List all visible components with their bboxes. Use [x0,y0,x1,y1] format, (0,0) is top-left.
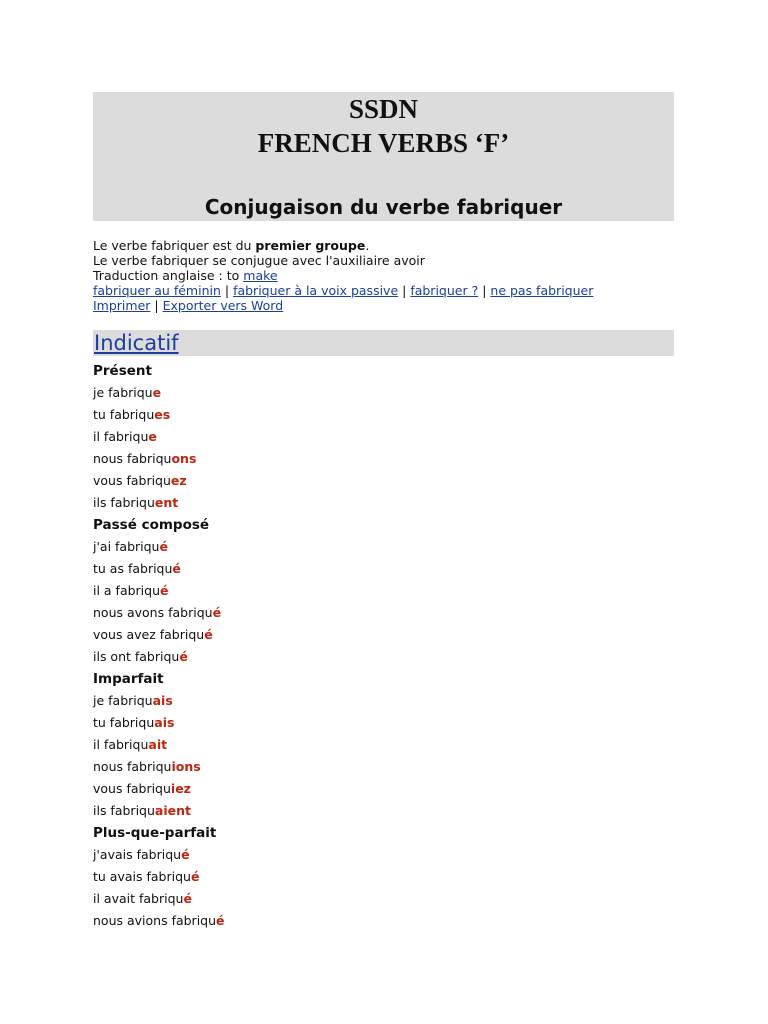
conjugation-form [93,426,225,448]
conjugation-form [93,690,225,712]
header-box [93,92,674,221]
tenses-list [93,360,225,932]
links-line-1 [93,283,593,298]
form-ending: é [160,583,169,598]
page-title: Conjugaison du verbe fabriquer [204,195,563,219]
form-stem: j'ai fabriqu [93,539,160,554]
intro-group-bold: premier groupe [255,238,366,253]
intro-group-prefix: Le verbe fabriquer est du [93,238,256,253]
form-stem: ils fabriqu [93,803,155,818]
intro-group-line [93,238,593,253]
translation-prefix: Traduction anglaise : to [93,268,244,283]
tense-name: Passé composé [93,517,210,533]
section-title-indicatif[interactable]: Indicatif [94,331,179,355]
form-ending: es [154,407,171,422]
form-stem: tu as fabriqu [93,561,173,576]
form-ending: é [212,605,222,620]
link-separator: | [150,298,163,313]
form-ending: é [181,847,190,862]
tense-name: Plus-que-parfait [93,825,217,841]
form-ending: é [159,539,168,554]
form-stem: tu fabriqu [93,407,155,422]
form-ending: ons [171,451,197,466]
conjugation-form [93,712,225,734]
intro-group-suffix: . [365,238,370,253]
form-stem: j'avais fabriqu [93,847,182,862]
conjugation-form [93,624,225,646]
conjugation-form [93,404,225,426]
form-stem: nous fabriqu [93,759,172,774]
link-passive-voice[interactable]: fabriquer à la voix passive [233,283,399,298]
form-stem: il fabriqu [93,429,149,444]
form-stem: ils ont fabriqu [93,649,180,664]
form-stem: nous avions fabriqu [93,913,217,928]
site-title: SSDN [348,94,419,124]
form-ending: é [172,561,181,576]
form-ending: é [183,891,192,906]
form-stem: nous fabriqu [93,451,172,466]
link-separator: | [398,283,411,298]
conjugation-form [93,734,225,756]
conjugation-form [93,646,225,668]
conjugation-form [93,580,225,602]
links-line-2 [93,298,593,313]
form-ending: ez [170,473,187,488]
form-stem: je fabriqu [93,385,153,400]
form-ending: ent [154,495,179,510]
link-separator: | [478,283,491,298]
page-subtitle: FRENCH VERBS ‘F’ [257,128,510,158]
conjugation-form [93,448,225,470]
conjugation-form [93,558,225,580]
tense-name: Imparfait [93,671,164,687]
form-ending: é [204,627,213,642]
form-stem: il a fabriqu [93,583,161,598]
translation-link[interactable]: make [243,268,278,283]
intro-auxiliary-line: Le verbe fabriquer se conjugue avec l'auxiliaire avoir [93,253,425,268]
link-export-word[interactable]: Exporter vers Word [162,298,284,313]
form-ending: ions [171,759,201,774]
form-ending: ais [154,715,175,730]
conjugation-form [93,602,225,624]
link-negative[interactable]: ne pas fabriquer [490,283,594,298]
link-print[interactable]: Imprimer [93,298,151,313]
section-header [93,330,674,356]
form-ending: e [152,385,162,400]
intro-translation-line [93,268,593,283]
form-ending: iez [170,781,191,796]
form-stem: tu avais fabriqu [93,869,191,884]
link-feminine[interactable]: fabriquer au féminin [93,283,221,298]
form-stem: il fabriqu [93,737,149,752]
conjugation-form [93,382,225,404]
form-stem: je fabriqu [93,693,153,708]
conjugation-form [93,492,225,514]
form-stem: tu fabriqu [93,715,155,730]
conjugation-form [93,778,225,800]
form-stem: vous fabriqu [93,473,171,488]
form-ending: e [148,429,157,444]
conjugation-form [93,756,225,778]
form-stem: vous avez fabriqu [93,627,205,642]
form-stem: ils fabriqu [93,495,155,510]
form-ending: ait [148,737,168,752]
conjugation-form [93,910,225,932]
conjugation-form [93,800,225,822]
form-ending: é [179,649,188,664]
form-ending: é [216,913,225,928]
form-ending: é [190,869,200,884]
form-stem: vous fabriqu [93,781,171,796]
tense-name: Présent [93,363,152,379]
link-separator: | [220,283,234,298]
conjugation-form [93,866,225,888]
intro-block [93,238,593,313]
conjugation-form [93,536,225,558]
link-interrogative[interactable]: fabriquer ? [410,283,479,298]
form-stem: il avait fabriqu [93,891,184,906]
form-stem: nous avons fabriqu [93,605,213,620]
form-ending: ais [152,693,173,708]
form-ending: aient [154,803,191,818]
conjugation-form [93,470,225,492]
conjugation-form [93,888,225,910]
conjugation-form [93,844,225,866]
